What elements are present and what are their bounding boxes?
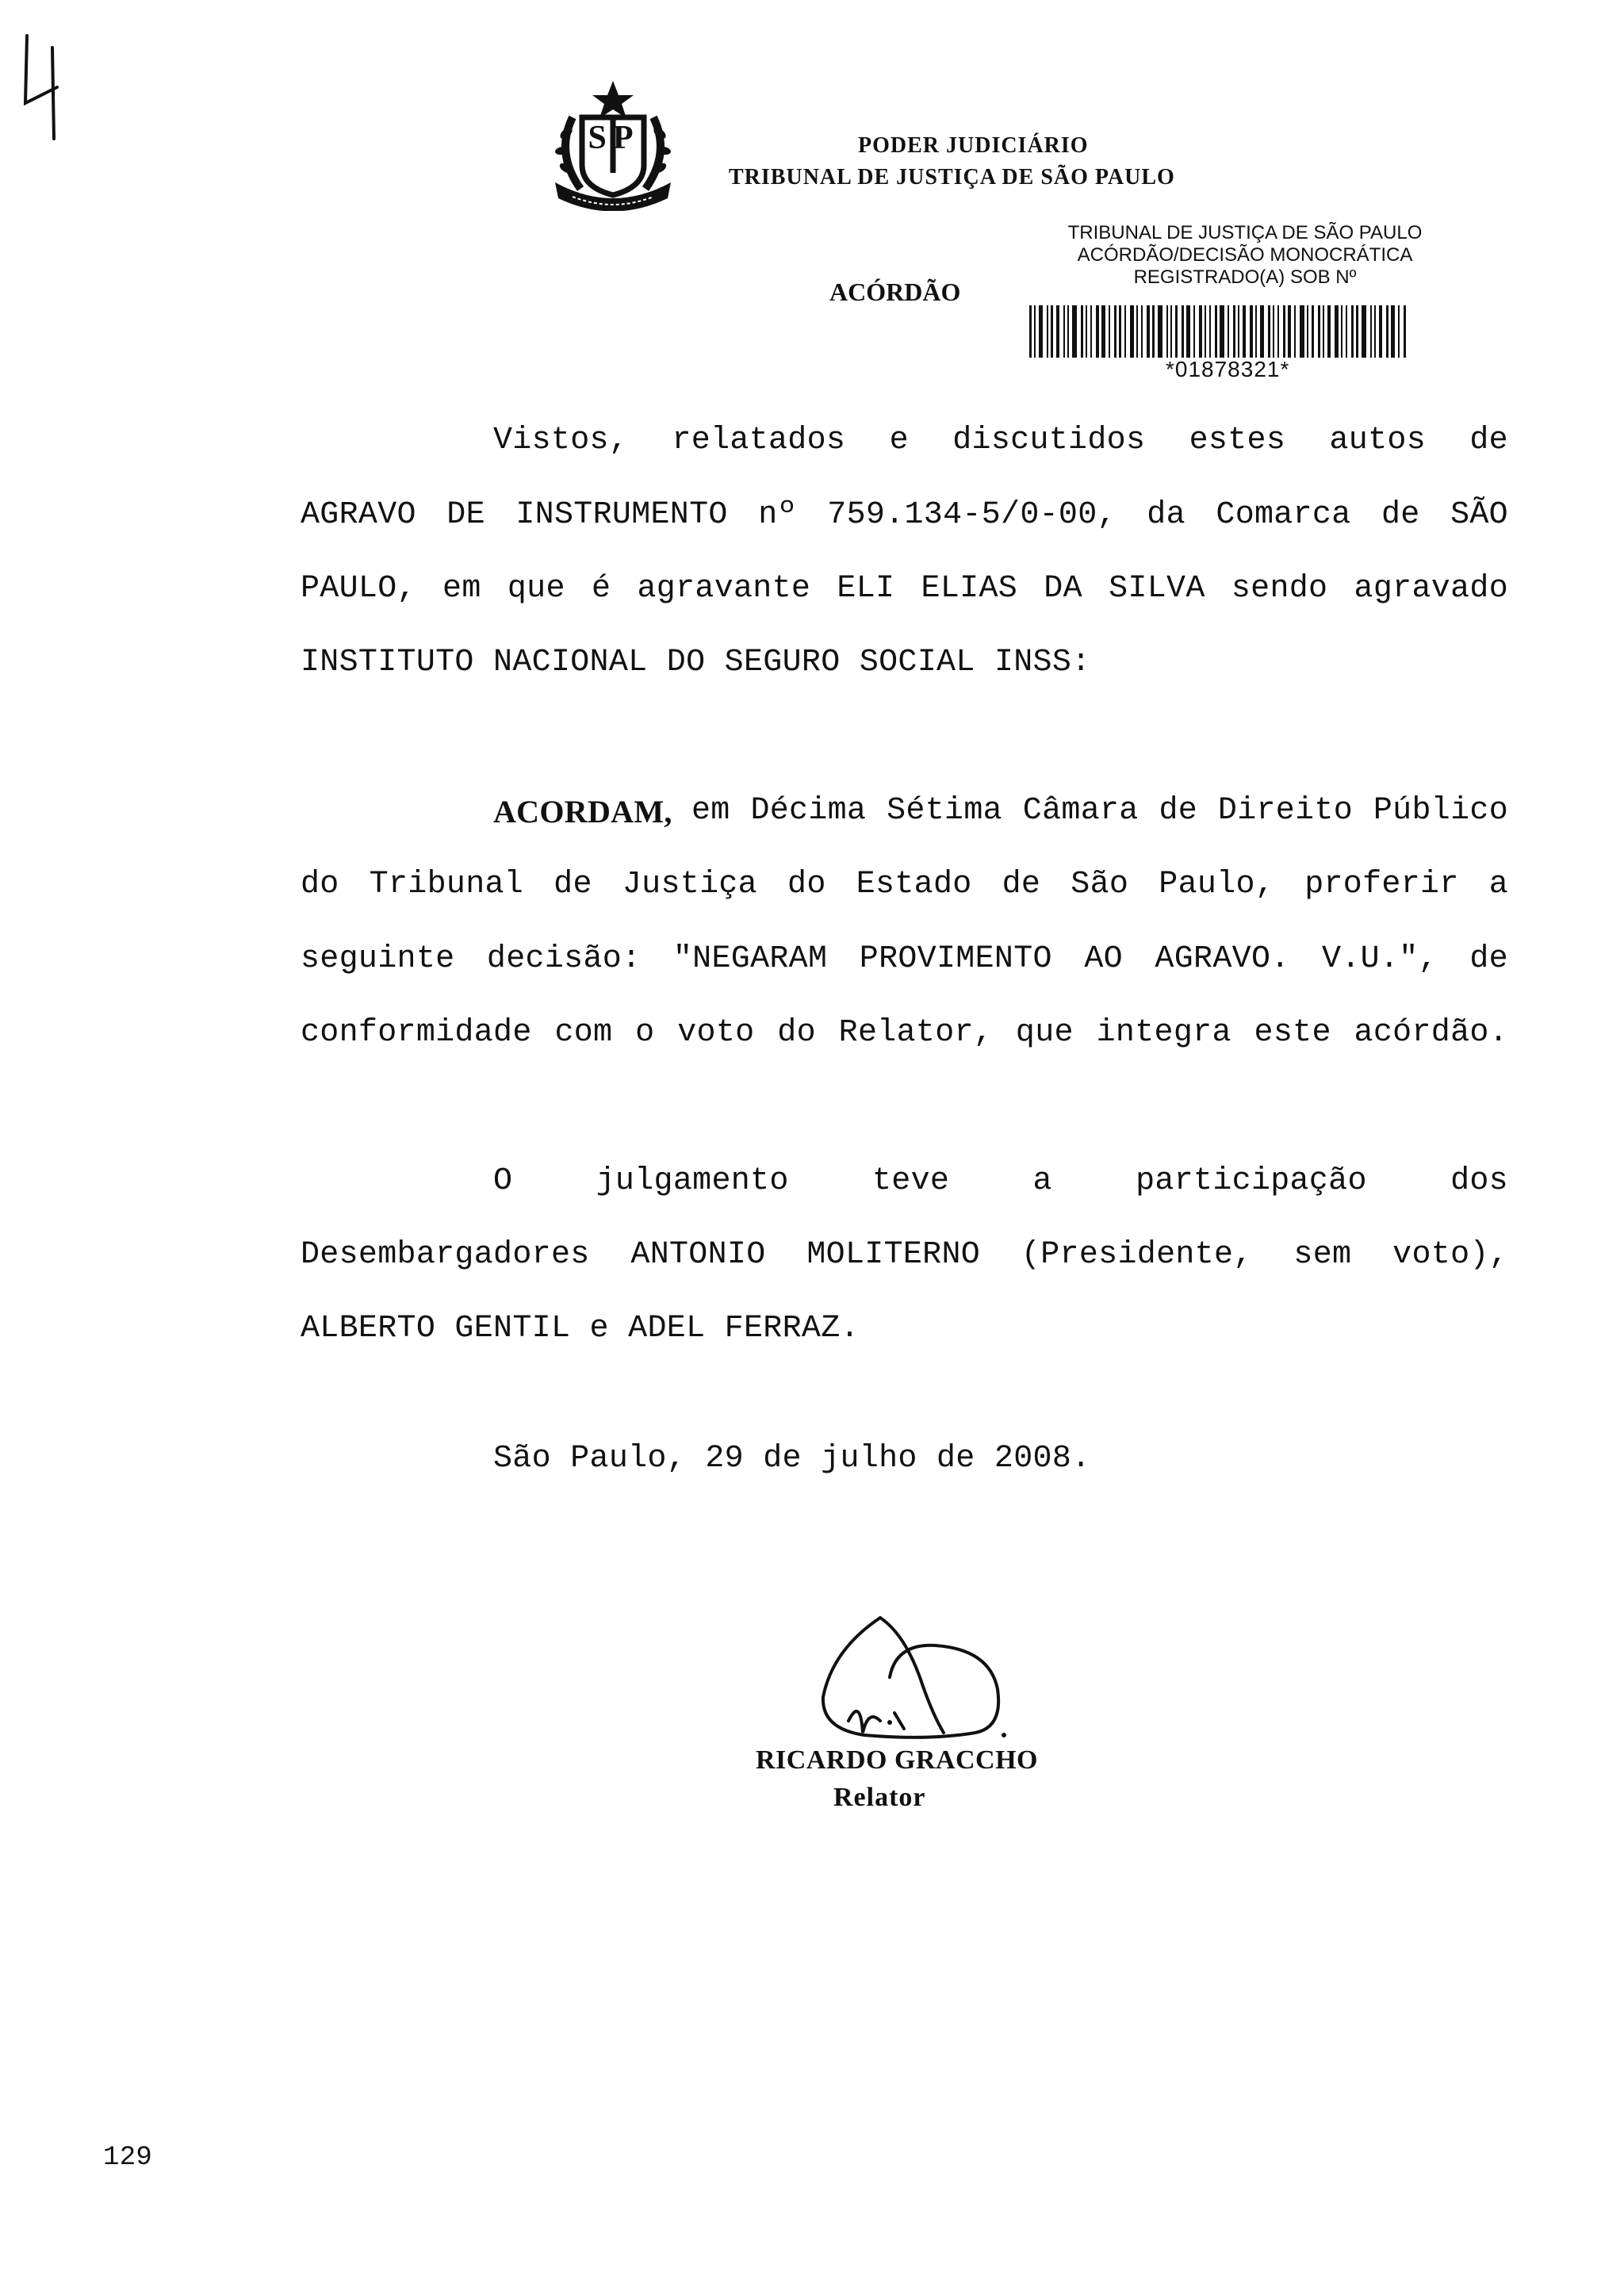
barcode-bar — [1193, 305, 1195, 358]
barcode-bar — [1404, 305, 1406, 358]
registry-line-3: REGISTRADO(A) SOB Nº — [1133, 266, 1357, 288]
barcode-bar — [1047, 305, 1048, 358]
barcode-bar — [1238, 305, 1239, 358]
barcode-bar — [1166, 305, 1168, 358]
barcode-bar — [1101, 305, 1105, 358]
barcode-bar — [1307, 305, 1308, 358]
barcode-bar — [1209, 305, 1211, 358]
barcode-bar — [1090, 305, 1092, 358]
barcode-bar — [1175, 305, 1178, 358]
barcode-bar — [1260, 305, 1264, 358]
barcode-bar — [1346, 305, 1347, 358]
paragraph-3-line-3: ALBERTO GENTIL e ADEL FERRAZ. — [301, 1311, 860, 1347]
header-line-2: TRIBUNAL DE JUSTIÇA DE SÃO PAULO — [729, 165, 1175, 190]
barcode-bar — [1034, 305, 1036, 358]
barcode-bar — [1141, 305, 1143, 358]
barcode-bar — [1029, 305, 1032, 358]
signatory-role: Relator — [833, 1783, 926, 1812]
barcode-bar — [1051, 305, 1053, 358]
handwritten-signature — [801, 1602, 1015, 1745]
barcode-bar — [1335, 305, 1339, 358]
barcode-bar — [1086, 305, 1087, 358]
barcode-bar — [1362, 305, 1366, 358]
paragraph-2-line-1 — [493, 793, 1508, 830]
barcode-bar — [1215, 305, 1217, 358]
handwritten-margin-note — [17, 32, 65, 143]
barcode-bar — [1136, 305, 1138, 358]
paragraph-3-line-1: O julgamento teve a participação dos — [493, 1163, 1508, 1199]
barcode-bar — [1268, 305, 1270, 358]
paragraph-1-line-1: Vistos, relatados e discutidos estes autos de — [493, 423, 1508, 458]
registry-line-2: ACÓRDÃO/DECISÃO MONOCRÁTICA — [1077, 244, 1413, 266]
barcode-bar — [1273, 305, 1274, 358]
barcode-bar — [1056, 305, 1059, 358]
paragraph-1-line-3: PAULO, em que é agravante ELI ELIAS DA SILVA sendo agravado — [301, 571, 1508, 607]
page-number: 129 — [103, 2143, 153, 2173]
registry-barcode — [1029, 305, 1457, 358]
barcode-bar — [1250, 305, 1253, 358]
registry-line-1: TRIBUNAL DE JUSTIÇA DE SÃO PAULO — [1067, 222, 1423, 243]
signatory-name: RICARDO GRACCHO — [756, 1745, 1038, 1775]
barcode-bar — [1391, 305, 1395, 358]
barcode-bar — [1130, 305, 1134, 358]
sao-paulo-coat-of-arms-icon — [549, 78, 677, 211]
barcode-bar — [1199, 305, 1202, 358]
barcode-bar — [1288, 305, 1291, 358]
barcode-bar — [1063, 305, 1065, 358]
barcode-bar — [1114, 305, 1116, 358]
barcode-bar — [1300, 305, 1304, 358]
barcode-bar — [1124, 305, 1126, 358]
barcode-bar — [1228, 305, 1229, 358]
barcode-bar — [1147, 305, 1150, 358]
barcode-bar — [1039, 305, 1043, 358]
barcode-bar — [1096, 305, 1099, 358]
barcode-bar — [1370, 305, 1372, 358]
barcode-bar — [1243, 305, 1246, 358]
document-type-title: ACÓRDÃO — [829, 278, 961, 306]
paragraph-2-line-3: seguinte decisão: "NEGARAM PROVIMENTO AO AGRAVO. V.U.", de — [301, 941, 1508, 977]
registry-stamp — [1023, 222, 1467, 289]
barcode-bar — [1341, 305, 1342, 358]
paragraph-2-line-4: conformidade com o voto do Relator, que integra este acórdão. — [301, 1015, 1508, 1051]
barcode-bar — [1318, 305, 1320, 358]
barcode-bar — [1283, 305, 1285, 358]
acordam-keyword: ACORDAM, — [493, 794, 672, 829]
header-line-1: PODER JUDICIÁRIO — [858, 133, 1089, 158]
registry-barcode-number: *01878321* — [1166, 357, 1290, 381]
paragraph-1-line-4: INSTITUTO NACIONAL DO SEGURO SOCIAL INSS: — [301, 645, 1091, 680]
barcode-bar — [1067, 305, 1069, 358]
barcode-bar — [1356, 305, 1358, 358]
barcode-bar — [1170, 305, 1172, 358]
barcode-bar — [1072, 305, 1077, 358]
barcode-bar — [1323, 305, 1324, 358]
barcode-bar — [1158, 305, 1162, 358]
date-line: São Paulo, 29 de julho de 2008. — [493, 1441, 1091, 1477]
barcode-bar — [1327, 305, 1331, 358]
barcode-bar — [1109, 305, 1110, 358]
barcode-bar — [1379, 305, 1382, 358]
barcode-bar — [1233, 305, 1235, 358]
paragraph-1-line-2: AGRAVO DE INSTRUMENTO nº 759.134-5/0-00, da Comarca de SÃO — [301, 497, 1508, 533]
barcode-bar — [1374, 305, 1376, 358]
paragraph-2-line-2: do Tribunal de Justiça do Estado de São Paulo, proferir a — [301, 867, 1508, 902]
barcode-bar — [1255, 305, 1257, 358]
barcode-bar — [1081, 305, 1083, 358]
barcode-bar — [1294, 305, 1296, 358]
barcode-bar — [1386, 305, 1388, 358]
barcode-bar — [1220, 305, 1224, 358]
barcode-bar — [1119, 305, 1121, 358]
seal-letters: SP — [588, 120, 640, 156]
paragraph-2-line-1-rest: em Décima Sétima Câmara de Direito Público — [691, 793, 1508, 829]
barcode-bar — [1182, 305, 1184, 358]
barcode-bar — [1205, 305, 1206, 358]
barcode-bar — [1186, 305, 1190, 358]
barcode-bar — [1312, 305, 1314, 358]
paragraph-3-line-2: Desembargadores ANTONIO MOLITERNO (Presidente, sem voto), — [301, 1237, 1508, 1273]
barcode-bar — [1277, 305, 1279, 358]
barcode-bar — [1152, 305, 1155, 358]
barcode-bar — [1351, 305, 1354, 358]
barcode-bar — [1398, 305, 1400, 358]
